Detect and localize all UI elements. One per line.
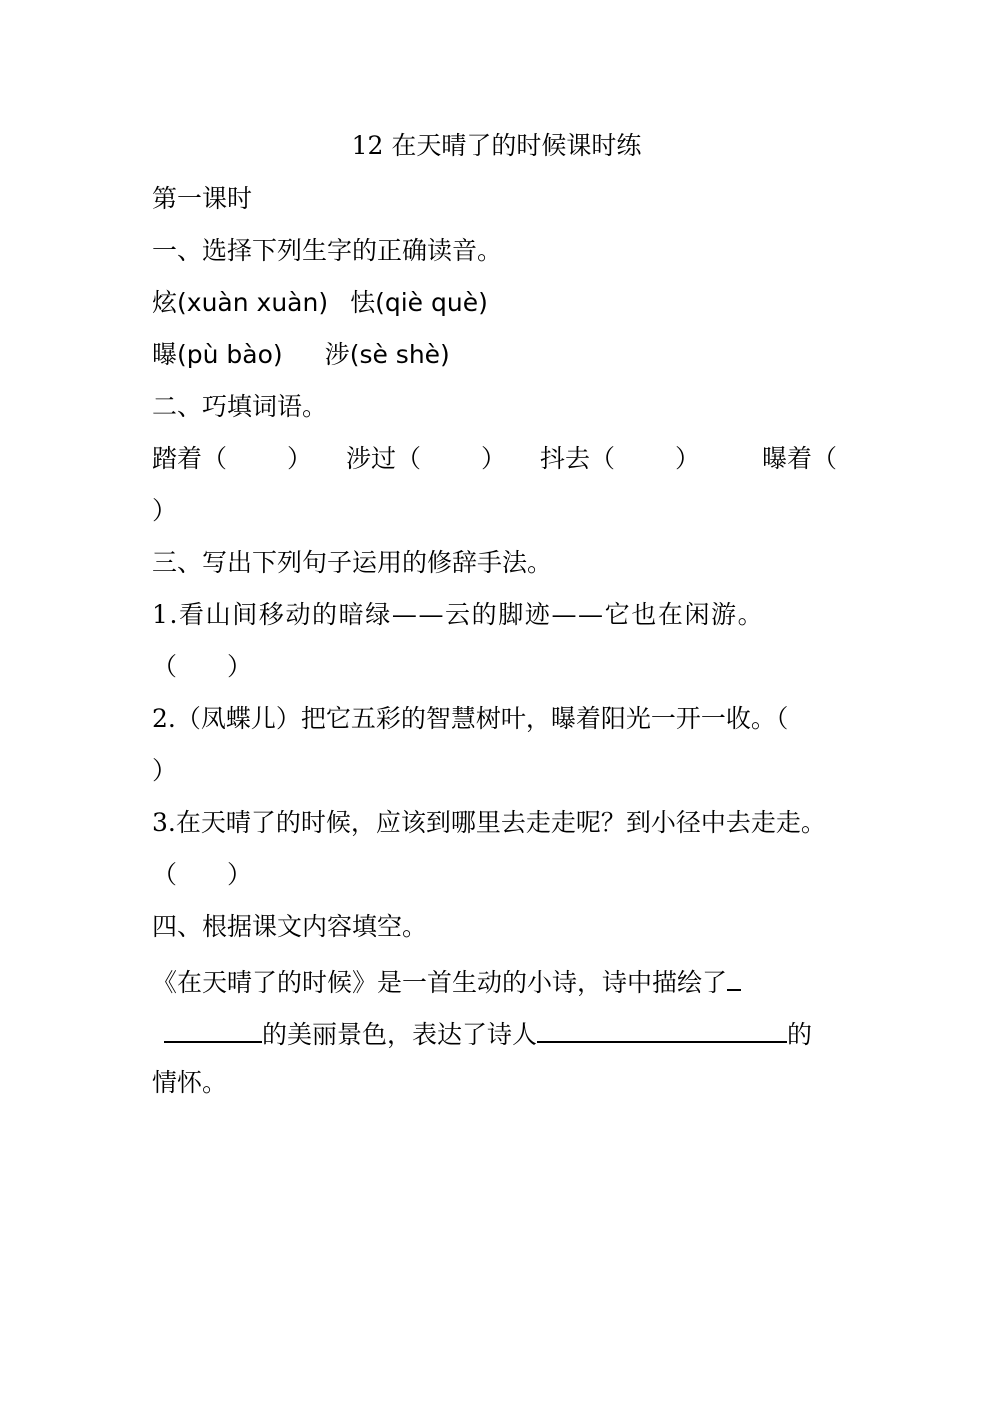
- section4-heading: 四、根据课文内容填空。: [152, 912, 428, 941]
- lesson-label: 第一课时: [152, 184, 253, 213]
- fill-sentence-line-2: [164, 1015, 812, 1051]
- answer-blank[interactable]: [537, 1015, 787, 1043]
- pinyin-char: 炫: [152, 288, 178, 317]
- fill-close-3: ）: [675, 444, 701, 473]
- pinyin-char: 怯: [350, 288, 376, 317]
- fill-sentence-line-1: [152, 963, 741, 999]
- pinyin-char: 曝: [152, 340, 178, 369]
- pinyin-row-2: [152, 339, 450, 371]
- pinyin-options: (pù bào): [177, 340, 283, 369]
- section2-heading: 二、巧填词语。: [152, 392, 328, 421]
- answer-blank[interactable]: [164, 1015, 262, 1043]
- pinyin-char: 涉: [324, 340, 350, 369]
- question-3-answer: （ ）: [152, 860, 253, 889]
- fill-close-4: ）: [152, 496, 178, 525]
- section3-heading: 三、写出下列句子运用的修辞手法。: [152, 548, 553, 577]
- fill-word-1: [152, 443, 227, 475]
- page-title: 12 在天晴了的时候课时练: [351, 131, 642, 160]
- answer-blank[interactable]: [727, 963, 741, 991]
- question-2-answer: ）: [152, 756, 178, 785]
- section1-heading: 一、选择下列生字的正确读音。: [152, 236, 503, 265]
- question-1: 1.看山间移动的暗绿——云的脚迹——它也在闲游。: [152, 600, 765, 629]
- fill-close-2: ）: [481, 444, 507, 473]
- fill-word-4: 曝着（: [762, 444, 838, 473]
- fill-sentence-text: 《在天晴了的时候》是一首生动的小诗，诗中描绘了: [152, 968, 728, 997]
- pinyin-options: (qiè què): [375, 288, 488, 317]
- fill-close-1: ）: [287, 444, 313, 473]
- fill-word-3: 抖去（: [540, 444, 616, 473]
- fill-word-2: 涉过（: [346, 444, 422, 473]
- question-3: 3.在天晴了的时候，应该到哪里去走走呢？到小径中去走走。: [152, 808, 826, 837]
- fill-sentence-text: 的: [787, 1020, 813, 1049]
- pinyin-row-1: [152, 287, 488, 319]
- question-1-answer: （ ）: [152, 652, 253, 681]
- fill-sentence-text: 的美丽景色，表达了诗人: [262, 1020, 538, 1049]
- question-2: 2.（凤蝶儿）把它五彩的智慧树叶，曝着阳光一开一收。（: [152, 704, 789, 733]
- fill-sentence-line-3: 情怀。: [152, 1068, 228, 1097]
- word-prompt: 踏着（: [152, 444, 228, 473]
- pinyin-options: (sè shè): [349, 340, 450, 369]
- pinyin-options: (xuàn xuàn): [177, 288, 329, 317]
